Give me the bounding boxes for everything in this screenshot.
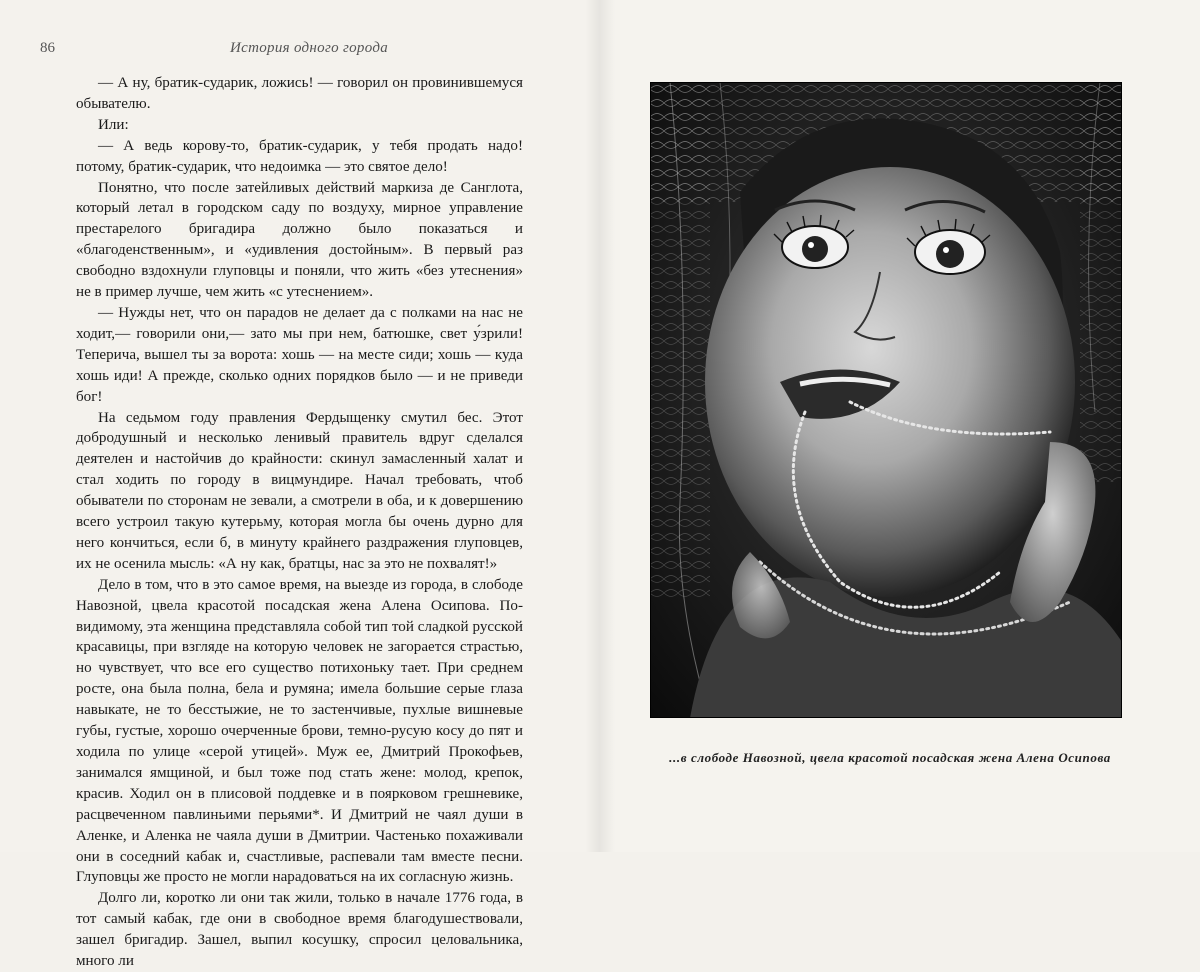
paragraph: — А ведь корову-то, братик-сударик, у тебя продать надо! потому, братик-сударик, что недоимка — это святое дело! — [76, 137, 523, 175]
text-column — [76, 73, 523, 972]
page-gutter — [585, 0, 615, 852]
lithograph-illustration — [650, 82, 1122, 718]
book-title: История одного города — [230, 40, 389, 56]
illustration-caption: ...в слободе Навозной, цвела красотой посадская жена Алена Осипова — [669, 750, 1111, 765]
paragraph: Дело в том, что в это самое время, на выезде из города, в слободе Навозной, цвела красотой посадская жена Алена Осипова. По-видимому, эта женщина представляла собой тип той сладкой русской красавицы, при взгляде на которую человек не загорается страстью, но чувствует, что все его существо потихоньку тает. При среднем росте, она была полна, бела и румяна; имела большие серые глаза навыкате, не то бесстыжие, не то застенчивые, пухлые вишневые губы, густые, хорошо очерченные брови, темно-русую косу до пят и ходила по улице «серой утицей». Муж ее, Дмитрий Прокофьев, занимался ямщиной, и был тоже под стать жене: молод, крепок, красив. Ходил он в плисовой поддевке и в поярковом грешневике, расцвеченном павлиньими перьями*. И Дмитрий не чаял души в Аленке, и Аленка не чаяла души в Дмитрии. Частенько похаживали они в соседний кабак и, счастливые, распевали там вместе песни. Глуповцы же просто не могли нарадоваться на их согласную жизнь. — [76, 576, 523, 886]
left-page — [0, 0, 600, 970]
paragraph: Или: — [98, 116, 129, 133]
paragraph: — Нужды нет, что он парадов не делает да с полками на нас не ходит,— говорили они,— зато мы при нем, батюшке, свет у́зрили! Теперича, вышел ты за ворота: хошь — на месте сиди; хошь — куда хошь иди! А прежде, сколько одних порядков было — и не приведи бог! — [76, 304, 523, 405]
page-number: 86 — [40, 40, 55, 56]
paragraph: Понятно, что после затейливых действий маркиза де Санглота, который летал в городском саду по воздуху, мирное управление престарелого бригадира должно было показаться и «благоденственным», и «удивления достойным». В первый раз свободно вздохнули глуповцы и поняли, что жить «без утеснения» не в пример лучше, чем жить «с утеснением». — [76, 179, 523, 301]
paragraph: Долго ли, коротко ли они так жили, только в начале 1776 года, в тот самый кабак, где они в свободное время благодушествовали, зашел бригадир. Зашел, выпил косушку, спросил целовальника, много ли — [76, 890, 523, 970]
paragraph: — А ну, братик-сударик, ложись! — говорил он провинившемуся обывателю. — [76, 75, 523, 112]
paragraph: На седьмом году правления Фердыщенку смутил бес. Этот добродушный и несколько ленивый правитель вдруг сделался деятелен и настойчив до крайности: скинул замасленный халат и стал ходить по городу в вицмундире. Начал требовать, чтоб обыватели по сторонам не зевали, а смотрели в оба, и к довершению всего устроил такую кутерьму, которая могла бы очень дурно для него кончиться, если б, в минуту крайнего раздражения глуповцев, их не осенила мысль: «А ну как, братцы, нас за это не похвалят!» — [76, 409, 523, 572]
